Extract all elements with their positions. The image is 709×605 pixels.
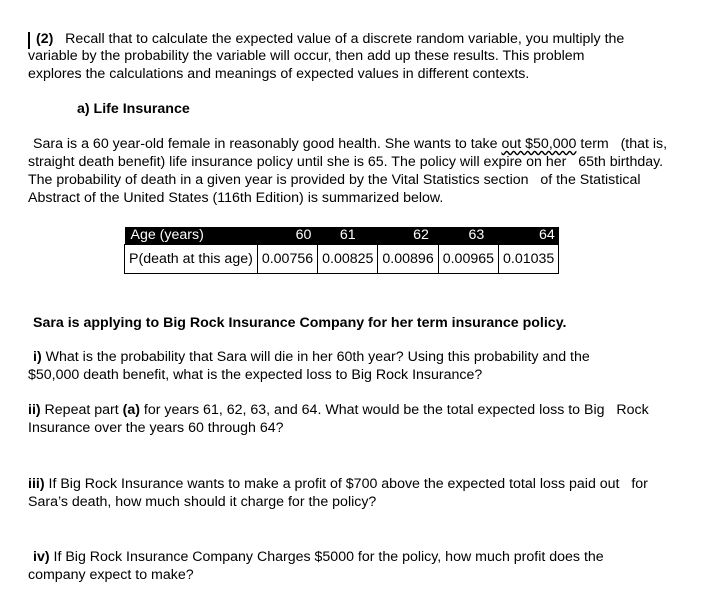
question-iii-label: iii)	[28, 476, 45, 492]
questions-lead: Sara is applying to Big Rock Insurance Company for her term insurance policy.	[33, 315, 567, 331]
question-ii-text-1a: Repeat part	[40, 402, 123, 418]
prob-64: 0.01035	[499, 245, 559, 274]
question-ii-label: ii)	[28, 402, 41, 418]
intro-line-2: variable by the probability the variable will occur, then add up these results. This problem	[28, 48, 585, 64]
header-age-60: 60	[257, 227, 317, 245]
question-i-text-1: What is the probability that Sara will die in her 60th year? Using this probability and the	[41, 349, 590, 365]
prob-63: 0.00965	[438, 245, 498, 274]
paragraph-text-1b: term (that is,	[576, 136, 668, 152]
question-iii-text-1: If Big Rock Insurance wants to make a profit of $700 above the expected total loss paid out for	[44, 476, 648, 492]
question-ii-part-ref: (a)	[122, 402, 140, 418]
header-age-61: 61	[318, 227, 378, 245]
table-row	[125, 245, 559, 274]
intro-text-1: Recall that to calculate the expected value of a discrete random variable, you multiply the	[65, 31, 625, 47]
text-cursor	[28, 32, 30, 49]
problem-number: (2)	[36, 31, 54, 47]
header-age-64: 64	[499, 227, 559, 245]
question-i-line-1	[33, 349, 590, 366]
question-iv-line-2: company expect to make?	[28, 567, 194, 583]
question-i-label: i)	[33, 349, 42, 365]
prob-61: 0.00825	[318, 245, 378, 274]
paragraph-line-2: straight death benefit) life insurance policy until she is 65. The policy will expire on her 65th birthday.	[28, 154, 664, 170]
prob-62: 0.00896	[378, 245, 438, 274]
header-age-63: 63	[438, 227, 498, 245]
paragraph-line-4: Abstract of the United States (116th Edition) is summarized below.	[28, 190, 444, 206]
spelling-flag: out $50,000	[501, 136, 577, 152]
paragraph-line-1	[33, 136, 667, 153]
question-ii-text-1b: for years 61, 62, 63, and 64. What would be the total expected loss to Big Rock	[139, 402, 649, 418]
prob-60: 0.00756	[257, 245, 317, 274]
question-iv-line-1	[33, 549, 604, 566]
paragraph-line-3: The probability of death in a given year is provided by the Vital Statistics section of the Statistical	[28, 172, 641, 188]
section-heading: a) Life Insurance	[77, 101, 190, 117]
intro-line-1	[36, 31, 624, 48]
question-iv-label: iv)	[33, 549, 50, 565]
question-i-line-2: $50,000 death benefit, what is the expected loss to Big Rock Insurance?	[28, 367, 483, 383]
question-iv-text-1: If Big Rock Insurance Company Charges $5000 for the policy, how much profit does the	[49, 549, 604, 565]
row-label: P(death at this age)	[125, 245, 258, 274]
question-ii-line-1	[28, 402, 649, 419]
header-label: Age (years)	[125, 227, 258, 245]
paragraph-text-1a: Sara is a 60 year-old female in reasonably good health. She wants to take	[33, 136, 502, 152]
intro-line-3: explores the calculations and meanings of expected values in different contexts.	[28, 66, 530, 82]
table-header-row	[125, 227, 559, 245]
question-iii-line-1	[28, 476, 648, 493]
mortality-table	[124, 227, 559, 274]
question-ii-line-2: Insurance over the years 60 through 64?	[28, 420, 284, 436]
header-age-62: 62	[378, 227, 438, 245]
question-iii-line-2: Sara’s death, how much should it charge for the policy?	[28, 494, 377, 510]
